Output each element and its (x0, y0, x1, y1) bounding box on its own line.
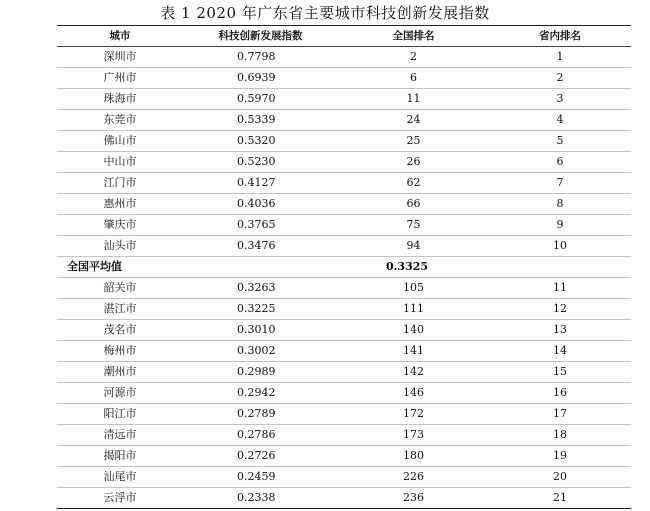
index-cell: 0.4036 (183, 194, 338, 215)
national-rank-cell: 2 (338, 47, 489, 68)
city-cell: 清远市 (57, 425, 183, 446)
index-cell: 0.3010 (183, 320, 338, 341)
city-cell: 潮州市 (57, 362, 183, 383)
city-cell: 惠州市 (57, 194, 183, 215)
header-row (57, 26, 631, 47)
province-rank-cell: 15 (489, 362, 631, 383)
index-cell: 0.2789 (183, 404, 338, 425)
header-index: 科技创新发展指数 (183, 26, 338, 47)
table-row (57, 215, 631, 236)
header-city: 城市 (57, 26, 183, 47)
national-rank-cell: 26 (338, 152, 489, 173)
province-rank-cell: 2 (489, 68, 631, 89)
index-cell: 0.3225 (183, 299, 338, 320)
province-rank-cell: 14 (489, 341, 631, 362)
province-rank-cell: 5 (489, 131, 631, 152)
city-cell: 中山市 (57, 152, 183, 173)
province-rank-cell: 18 (489, 425, 631, 446)
province-rank-cell: 13 (489, 320, 631, 341)
province-rank-cell: 8 (489, 194, 631, 215)
table-row (57, 320, 631, 341)
province-rank-cell: 21 (489, 488, 631, 509)
index-cell: 0.2726 (183, 446, 338, 467)
province-rank-cell: 7 (489, 173, 631, 194)
city-cell: 梅州市 (57, 341, 183, 362)
national-rank-cell: 94 (338, 236, 489, 257)
city-cell: 阳江市 (57, 404, 183, 425)
national-rank-cell: 226 (338, 467, 489, 488)
table-row (57, 299, 631, 320)
index-cell: 0.3765 (183, 215, 338, 236)
national-rank-cell: 236 (338, 488, 489, 509)
table-row (57, 194, 631, 215)
table-row (57, 362, 631, 383)
table-row (57, 488, 631, 509)
national-rank-cell: 6 (338, 68, 489, 89)
city-cell: 珠海市 (57, 89, 183, 110)
table-row (57, 446, 631, 467)
city-cell: 深圳市 (57, 47, 183, 68)
table-row (57, 89, 631, 110)
index-cell: 0.5230 (183, 152, 338, 173)
national-rank-cell: 62 (338, 173, 489, 194)
national-rank-cell: 173 (338, 425, 489, 446)
index-cell: 0.2989 (183, 362, 338, 383)
table-row (57, 404, 631, 425)
table-row (57, 425, 631, 446)
city-cell: 广州市 (57, 68, 183, 89)
table-row (57, 47, 631, 68)
province-rank-cell: 10 (489, 236, 631, 257)
index-cell: 0.3002 (183, 341, 338, 362)
table-row (57, 341, 631, 362)
province-rank-cell: 4 (489, 110, 631, 131)
table-body (57, 47, 631, 509)
city-cell: 韶关市 (57, 278, 183, 299)
national-rank-cell: 75 (338, 215, 489, 236)
national-rank-cell: 11 (338, 89, 489, 110)
province-rank-cell: 19 (489, 446, 631, 467)
city-cell: 佛山市 (57, 131, 183, 152)
national-rank-cell: 141 (338, 341, 489, 362)
average-label: 全国平均值 (57, 257, 183, 278)
table-row (57, 152, 631, 173)
national-rank-cell: 142 (338, 362, 489, 383)
index-cell: 0.2942 (183, 383, 338, 404)
city-cell: 东莞市 (57, 110, 183, 131)
national-rank-cell: 140 (338, 320, 489, 341)
table-row (57, 278, 631, 299)
city-cell: 茂名市 (57, 320, 183, 341)
province-rank-cell: 6 (489, 152, 631, 173)
index-cell: 0.3263 (183, 278, 338, 299)
province-rank-cell: 20 (489, 467, 631, 488)
national-rank-cell: 180 (338, 446, 489, 467)
index-cell: 0.3476 (183, 236, 338, 257)
header-national-rank: 全国排名 (338, 26, 489, 47)
table-row (57, 131, 631, 152)
city-cell: 揭阳市 (57, 446, 183, 467)
index-cell: 0.5339 (183, 110, 338, 131)
table-row (57, 383, 631, 404)
average-row (57, 257, 631, 278)
national-rank-cell: 66 (338, 194, 489, 215)
city-cell: 湛江市 (57, 299, 183, 320)
national-rank-cell: 172 (338, 404, 489, 425)
table-row (57, 110, 631, 131)
province-rank-cell: 17 (489, 404, 631, 425)
table-header (57, 26, 631, 47)
city-cell: 肇庆市 (57, 215, 183, 236)
index-cell: 0.5320 (183, 131, 338, 152)
index-cell: 0.2459 (183, 467, 338, 488)
table-row (57, 467, 631, 488)
national-rank-cell: 25 (338, 131, 489, 152)
national-rank-cell: 105 (338, 278, 489, 299)
table-row (57, 236, 631, 257)
province-rank-cell: 12 (489, 299, 631, 320)
city-cell: 江门市 (57, 173, 183, 194)
table-row (57, 173, 631, 194)
index-cell: 0.7798 (183, 47, 338, 68)
province-rank-cell: 1 (489, 47, 631, 68)
index-cell: 0.2786 (183, 425, 338, 446)
index-cell: 0.6939 (183, 68, 338, 89)
city-cell: 汕尾市 (57, 467, 183, 488)
header-province-rank: 省内排名 (489, 26, 631, 47)
national-rank-cell: 146 (338, 383, 489, 404)
city-cell: 汕头市 (57, 236, 183, 257)
index-cell: 0.4127 (183, 173, 338, 194)
city-cell: 河源市 (57, 383, 183, 404)
province-rank-cell: 9 (489, 215, 631, 236)
city-cell: 云浮市 (57, 488, 183, 509)
province-rank-cell: 11 (489, 278, 631, 299)
index-cell: 0.2338 (183, 488, 338, 509)
national-rank-cell: 24 (338, 110, 489, 131)
province-rank-cell: 3 (489, 89, 631, 110)
average-value: 0.3325 (183, 257, 631, 278)
national-rank-cell: 111 (338, 299, 489, 320)
table-row (57, 68, 631, 89)
index-cell: 0.5970 (183, 89, 338, 110)
city-index-table (57, 25, 631, 509)
table-title: 表 1 2020 年广东省主要城市科技创新发展指数 (160, 4, 490, 22)
province-rank-cell: 16 (489, 383, 631, 404)
